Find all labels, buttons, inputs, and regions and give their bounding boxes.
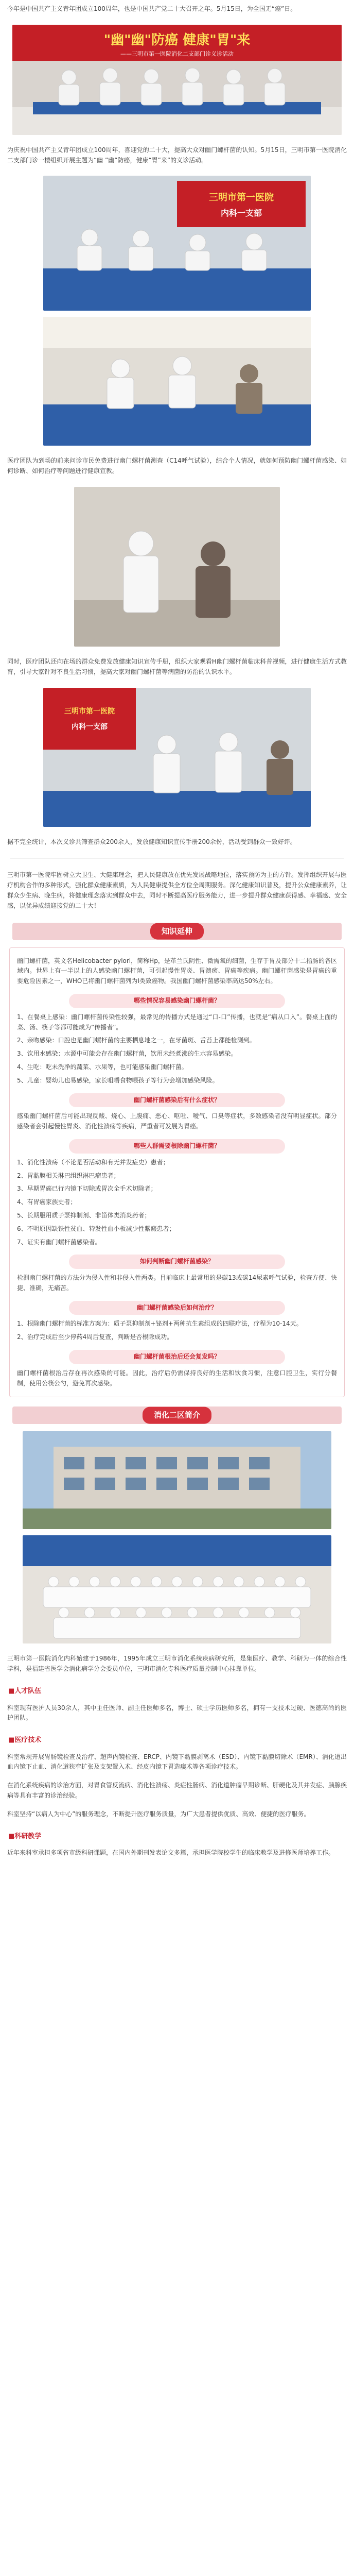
dept-paragraph-3: 科室常规开展胃肠镜检查及治疗、超声内镜检查、ERCP、内镜下黏膜剥离术（ESD）、内镜下黏膜切除术（EMR）、消化道出血内镜下止血、消化道狭窄扩张及支架置入术、经皮内镜下胃造瘘术等各项诊疗技术。 (7, 1753, 347, 1771)
question-2-title: 幽门螺杆菌感染后有什么症状？ (69, 1093, 285, 1108)
knowledge-title-bar (12, 923, 342, 940)
question-1-item: 4、生吃：吃未洗净的蔬菜、水果等，也可能感染幽门螺杆菌。 (17, 1063, 188, 1071)
dept-heading-research: ■ 科研教学 (8, 1831, 346, 1842)
event-photo-leaflets-image (43, 688, 311, 827)
banner-main-text: "幽"幽"防癌 健康"胃"来 (103, 32, 251, 48)
question-3-title: 哪些人群需要根除幽门螺杆菌？ (69, 1139, 285, 1154)
question-2-item: 感染幽门螺杆菌后可能出现反酸、烧心、上腹痛、恶心、呕吐、嗳气、口臭等症状，多数感染者没有明显症状。部分感染者会引起慢性胃炎、消化性溃疡等疾病，严重者可发展为胃癌。 (17, 1112, 337, 1130)
question-6-item: 幽门螺杆菌根治后存在再次感染的可能。因此，治疗后仍需保持良好的生活和饮食习惯，注意口腔卫生，实行分餐制，使用公筷公勺，避免再次感染。 (17, 1369, 337, 1387)
dept-heading-tech: ■ 医疗技术 (8, 1735, 346, 1745)
knowledge-intro: 幽门螺杆菌，英文名Helicobacter pylori，简称Hp，是革兰氏阴性、微需氧的细菌，生存于胃及部分十二指肠的各区域内。世界上有一半以上的人感染幽门螺杆菌，可引起慢性胃炎、胃溃疡、胃癌等疾病。幽门螺杆菌感染是胃癌的重要危险因素之一，WHO已将幽门螺杆菌列为Ⅰ类致癌物。我国幽门螺杆菌感染率高达50%左右。 (17, 957, 337, 985)
event-photo-test-image (74, 487, 280, 647)
intro-paragraph-2: 为庆祝中国共产主义青年团成立100周年，喜迎党的二十大，提高大众对幽门螺杆菌的认知。5月15日，三明市第一医院消化二支部门诊一楼组织开展主题为“幽 ”幽”防癌，健康“胃”来”的义诊活动。 (7, 146, 347, 164)
intro-paragraph-4: 同时，医疗团队还向在场的群众免费发放健康知识宣传手册，组织大家观看H幽门螺杆菌临床科普视频，进行健康生活方式教育，引导大家针对不良生活习惯，提高大家对幽门螺杆菌等病菌的防治的认识水平。 (7, 657, 347, 675)
dept-paragraph-1: 三明市第一医院消化内科始建于1986年，1995年成立三明市消化系统疾病研究所，是集医疗、教学、科研为一体的综合性学科，是福建省医学会消化病学分会委员单位，三明市消化专科医疗质量控制中心挂靠单位。 (7, 1655, 347, 1673)
dept-paragraph-2: 科室现有医护人员30余人，其中主任医师、副主任医师多名，博士、硕士学历医师多名，拥有一支技术过硬、医德高尚的医护团队。 (7, 1704, 347, 1722)
banner-sub-text: ——三明市第一医院消化二支部门诊义诊活动 (120, 50, 234, 57)
dept-title: 消化二区简介 (143, 1407, 211, 1424)
event-photo-banner-image (12, 25, 342, 135)
question-4-item: 检测幽门螺杆菌的方法分为侵入性和非侵入性两类。目前临床上最常用的是碳13或碳14尿素呼气试验，检查方便、快捷、准确，无痛苦。 (17, 1274, 337, 1292)
dept-heading-talent: ■ 人才队伍 (8, 1686, 346, 1697)
question-1-item: 1、在餐桌上感染：幽门螺杆菌传染性较强，最常见的传播方式是通过“口-口”传播，也就是“病从口入”。餐桌上面的菜、汤、筷子等都可能成为“传播者”。 (17, 1013, 337, 1031)
question-3-item: 5、长期服用质子泵抑制剂、非甾体类消炎药者； (17, 1211, 151, 1219)
event-photo-desk-image (43, 176, 311, 311)
event-photo-consult-image (43, 317, 311, 446)
question-3-item: 4、有胃癌家族史者； (17, 1198, 77, 1206)
question-1-item: 5、儿童：婴幼儿也易感染，家长咀嚼食物喂孩子等行为会增加感染风险。 (17, 1076, 219, 1084)
desk-banner-text: 三明市第一医院 (209, 192, 274, 204)
question-3-item: 1、消化性溃疡（不论是否活动和有无并发症史）患者； (17, 1158, 169, 1166)
intro-paragraph-5: 据不完全统计，本次义诊共筛查群众200余人，发放健康知识宣传手册200余份，活动受到群众一致好评。 (7, 838, 296, 845)
question-5-item: 2、治疗完成后至少停药4周后复查，判断是否根除成功。 (17, 1333, 173, 1341)
intro-paragraph-6: 三明市第一医院牢固树立大卫生、大健康理念，把人民健康放在优先发展战略地位，落实预防为主的方针。发挥组织开展与医疗机构合作的多种形式，强化群众健康素质，为人民健康提供全方位全周期服务。深化健康知识普及，提升公众健康素养，让群众少生病、晚生病，将健康理念落实到群众中去，同时不断提高医疗服务能力，进一步提升群众健康获得感、幸福感、安全感，以优异成绩迎接党的二十大！ (7, 871, 347, 909)
question-3-item: 7、证实有幽门螺杆菌感染者。 (17, 1238, 101, 1246)
question-5-item: 1、根除幽门螺杆菌的标准方案为：质子泵抑制剂+铋剂+两种抗生素组成的四联疗法，疗程为10-14天。 (17, 1320, 303, 1328)
dept-paragraph-5: 科室坚持“以病人为中心”的服务理念，不断提升医疗服务质量，为广大患者提供优质、高效、便捷的医疗服务。 (7, 1810, 310, 1818)
desk-banner-text-2: 内科一支部 (220, 208, 262, 218)
event-photo-leaflets (43, 688, 311, 827)
question-1-item: 3、饮用水感染：水源中可能会存在幽门螺杆菌，饮用未经煮沸的生水容易感染。 (17, 1050, 237, 1058)
dept-title-bar (12, 1406, 342, 1424)
knowledge-title: 知识延伸 (150, 923, 204, 940)
question-3-item: 2、胃黏膜相关淋巴组织淋巴瘤患者； (17, 1172, 120, 1179)
hospital-building-image (23, 1431, 331, 1529)
hospital-building-photo (23, 1431, 331, 1529)
leaflet-banner-text-2: 内科一支部 (72, 722, 108, 731)
event-photo-test (74, 487, 280, 647)
intro-paragraph-3: 医疗团队为到场的前来问诊市民免费进行幽门螺杆菌测查（C14呼气试验），结合个人情况，就如何预防幽门螺杆菌感染、如何诊断、如何治疗等问题进行健康宣教。 (7, 457, 347, 475)
question-6-title: 幽门螺杆菌根治后还会复发吗？ (69, 1350, 285, 1364)
question-3-item: 6、不明原因缺铁性贫血、特发性血小板减少性紫癜患者； (17, 1225, 175, 1232)
intro-paragraph-1: 今年是中国共产主义青年团成立100周年，也是中国共产党二十大召开之年。5月15日，为全国无“癌”日。 (7, 5, 297, 12)
question-1-item: 2、亲吻感染：口腔也是幽门螺杆菌的主要栖息地之一，在牙菌斑、舌苔上都能检测到。 (17, 1037, 256, 1044)
event-photo-desk (43, 176, 311, 311)
leaflet-banner-text: 三明市第一医院 (64, 707, 115, 716)
question-4-title: 如何判断幽门螺杆菌感染？ (69, 1255, 285, 1269)
event-photo-consult (43, 317, 311, 446)
staff-group-photo (23, 1535, 331, 1643)
question-3-item: 3、早期胃癌已行内镜下切除或胃次全手术切除者； (17, 1185, 157, 1193)
event-photo-banner (12, 25, 342, 135)
dept-paragraph-6: 近年来科室承担多项省市级科研课题，在国内外期刊发表论文多篇，承担医学院校学生的临床教学及进修医师培养工作。 (7, 1849, 335, 1856)
question-1-title: 哪些情况容易感染幽门螺杆菌？ (69, 994, 285, 1008)
knowledge-card (9, 947, 345, 1398)
dept-paragraph-4: 在消化系统疾病的诊治方面，对胃食管反流病、消化性溃疡、炎症性肠病、消化道肿瘤早期诊断、肝硬化及其并发症、胰腺疾病等具有丰富的诊治经验。 (7, 1782, 347, 1799)
divider (10, 858, 344, 859)
staff-group-image (23, 1535, 331, 1643)
question-5-title: 幽门螺杆菌感染后如何治疗？ (69, 1301, 285, 1315)
